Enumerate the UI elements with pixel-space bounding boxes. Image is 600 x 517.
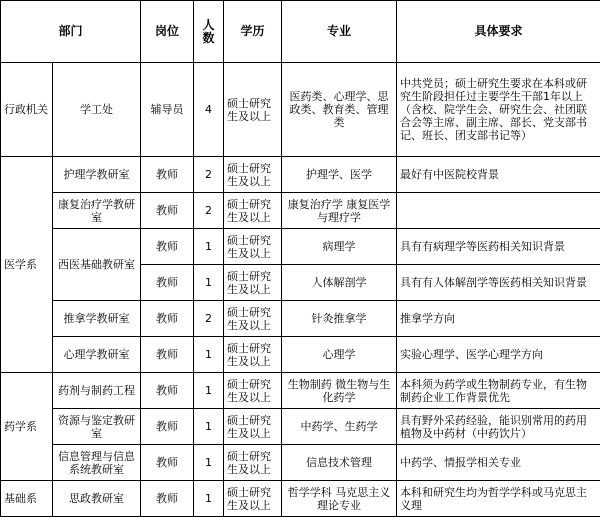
requirements-cell: 实验心理学、医学心理学方向 <box>397 337 600 373</box>
education-cell: 硕士研究生及以上 <box>224 193 282 229</box>
requirements-cell: 具有野外采药经验，能识别常用的药用植物及中药材（中药饮片） <box>397 409 600 445</box>
count-cell: 2 <box>194 301 224 337</box>
major-cell: 康复治疗学 康复医学与理疗学 <box>282 193 397 229</box>
office-cell: 资源与鉴定教研室 <box>53 409 141 445</box>
major-cell: 心理学 <box>282 337 397 373</box>
education-cell: 硕士研究生及以上 <box>224 265 282 301</box>
table-row <box>1 229 600 265</box>
table-row <box>1 373 600 409</box>
table-row <box>1 301 600 337</box>
count-cell: 1 <box>194 229 224 265</box>
count-cell: 2 <box>194 193 224 229</box>
education-cell: 硕士研究生及以上 <box>224 229 282 265</box>
major-cell: 信息技术管理 <box>282 445 397 481</box>
header-education: 学历 <box>224 1 282 63</box>
position-cell: 教师 <box>141 481 194 517</box>
requirements-cell <box>397 193 600 229</box>
group-admin: 行政机关 <box>1 63 53 157</box>
count-cell: 1 <box>194 337 224 373</box>
count-cell: 1 <box>194 481 224 517</box>
table-row <box>1 337 600 373</box>
requirements-cell: 本科和研究生均为哲学学科或马克思主义理 <box>397 481 600 517</box>
header-row <box>1 1 600 63</box>
position-cell: 教师 <box>141 229 194 265</box>
table-row <box>1 481 600 517</box>
table-row <box>1 157 600 193</box>
header-requirements: 具体要求 <box>397 1 600 63</box>
header-position: 岗位 <box>141 1 194 63</box>
position-cell: 教师 <box>141 445 194 481</box>
count-cell: 1 <box>194 265 224 301</box>
major-cell: 哲学学科 马克思主义理论专业 <box>282 481 397 517</box>
table-row <box>1 409 600 445</box>
group-pharmacy: 药学系 <box>1 373 53 481</box>
requirements-cell: 具有有病理学等医药相关知识背景 <box>397 229 600 265</box>
major-cell: 病理学 <box>282 229 397 265</box>
position-cell: 辅导员 <box>141 63 194 157</box>
requirements-cell: 本科须为药学或生物制药专业，有生物制药企业工作背景优先 <box>397 373 600 409</box>
position-cell: 教师 <box>141 157 194 193</box>
major-cell: 护理学、医学 <box>282 157 397 193</box>
major-cell: 医药类、心理学、思政类、教育类、管理类 <box>282 63 397 157</box>
position-cell: 教师 <box>141 409 194 445</box>
education-cell: 硕士研究生及以上 <box>224 157 282 193</box>
count-cell: 1 <box>194 409 224 445</box>
office-cell: 心理学教研室 <box>53 337 141 373</box>
education-cell: 硕士研究生及以上 <box>224 481 282 517</box>
education-cell: 硕士研究生及以上 <box>224 337 282 373</box>
table-row <box>1 193 600 229</box>
count-cell: 1 <box>194 445 224 481</box>
office-cell: 思政教研室 <box>53 481 141 517</box>
requirements-cell: 推拿学方向 <box>397 301 600 337</box>
requirements-cell: 最好有中医院校背景 <box>397 157 600 193</box>
office-cell: 学工处 <box>53 63 141 157</box>
major-cell: 人体解剖学 <box>282 265 397 301</box>
education-cell: 硕士研究生及以上 <box>224 373 282 409</box>
table-row <box>1 63 600 157</box>
position-cell: 教师 <box>141 337 194 373</box>
position-cell: 教师 <box>141 373 194 409</box>
major-cell: 中药学、生药学 <box>282 409 397 445</box>
major-cell: 生物制药 微生物与生化药学 <box>282 373 397 409</box>
position-cell: 教师 <box>141 265 194 301</box>
table-row <box>1 445 600 481</box>
education-cell: 硕士研究生及以上 <box>224 301 282 337</box>
requirements-cell: 中药学、情报学相关专业 <box>397 445 600 481</box>
header-count: 人数 <box>194 1 224 63</box>
requirements-cell: 中共党员；硕士研究生要求在本科或研究生阶段担任过主要学生干部1年以上（含校、院学生会、研究生会、社团联合会等主席、副主席、部长、党支部书记、班长、团支部书记等） <box>397 63 600 157</box>
office-cell: 西医基础教研室 <box>53 229 141 301</box>
group-medical: 医学系 <box>1 157 53 373</box>
education-cell: 硕士研究生及以上 <box>224 63 282 157</box>
count-cell: 2 <box>194 157 224 193</box>
requirements-cell: 具有有人体解剖学等医药相关知识背景 <box>397 265 600 301</box>
count-cell: 1 <box>194 373 224 409</box>
position-cell: 教师 <box>141 301 194 337</box>
major-cell: 针灸推拿学 <box>282 301 397 337</box>
group-foundation: 基础系 <box>1 481 53 517</box>
office-cell: 康复治疗学教研室 <box>53 193 141 229</box>
office-cell: 信息管理与信息系统教研室 <box>53 445 141 481</box>
header-major: 专业 <box>282 1 397 63</box>
header-dept: 部门 <box>1 1 141 63</box>
office-cell: 护理学教研室 <box>53 157 141 193</box>
position-cell: 教师 <box>141 193 194 229</box>
education-cell: 硕士研究生及以上 <box>224 409 282 445</box>
count-cell: 4 <box>194 63 224 157</box>
education-cell: 硕士研究生及以上 <box>224 445 282 481</box>
office-cell: 药剂与制药工程 <box>53 373 141 409</box>
office-cell: 推拿学教研室 <box>53 301 141 337</box>
